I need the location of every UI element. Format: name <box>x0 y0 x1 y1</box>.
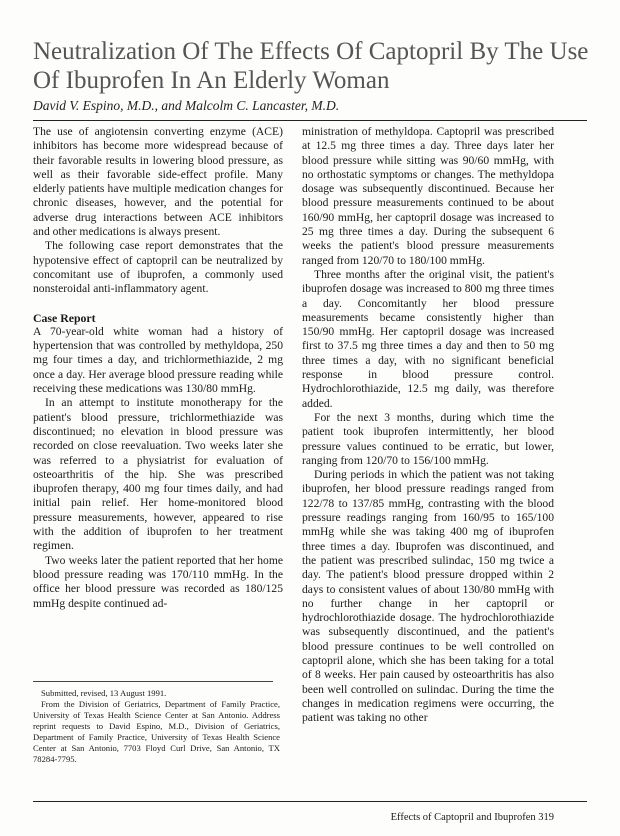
header-rule <box>33 120 587 121</box>
running-footer: Effects of Captopril and Ibuprofen 319 <box>390 812 554 823</box>
article-title: Neutralization Of The Effects Of Captopril By The Use Of Ibuprofen In An Elderly Woman <box>33 38 589 94</box>
right-paragraph-4: During periods in which the patient was not taking ibuprofen, her blood pressure readings ranged from 122/78 to 137/85 mmHg, contrasting with the blood pressure readings ranging from 160/95 to 165/100 mmHg while she was taking 400 mg of ibuprofen three times a day. Ibuprofen was discontinued, and the patient was prescribed sulindac, 150 mg twice a day. The patient's blood pressure dropped within 2 days to consistent values of about 130/80 mmHg with no further change in her captopril or hydrochlorothiazide dosage. The hydrochlorothiazide was subsequently discontinued, and the patient's blood pressure continues to be well controlled on captopril alone, which she has been taking for a total of 8 weeks. Her pain caused by osteoarthritis has also been well controlled on sulindac. During the time the changes in medication regimens were occurring, the patient was taking no other <box>302 468 554 725</box>
case-paragraph-1: A 70-year-old white woman had a history of hypertension that was controlled by methyldopa, 250 mg four times a day, and trichlormethiazide, 2 mg once a day. Her average blood pressure reading while receiving these medications was 130/80 mmHg. <box>33 324 283 396</box>
footer-rule <box>33 801 587 802</box>
right-paragraph-1: ministration of methyldopa. Captopril was prescribed at 12.5 mg three times a day. Three days later her blood pressure while sitting was 90/60 mmHg, with no orthostatic symptoms or changes. The methyldopa dosage was subsequently discontinued. Because her blood pressure measurements continued to be about 160/90 mmHg, her captopril dosage was increased to 25 mg three times a day. During the subsequent 6 weeks the patient's blood pressure measurements ranged from 120/70 to 180/100 mmHg. <box>302 125 554 267</box>
footnote-rule <box>33 681 273 682</box>
right-paragraph-3: For the next 3 months, during which time the patient took ibuprofen intermittently, her blood pressure values continued to be erratic, but lower, ranging from 120/70 to 156/100 mmHg. <box>302 410 554 467</box>
right-paragraph-2: Three months after the original visit, the patient's ibuprofen dosage was increased to 800 mg three times a day. Concomitantly her blood pressure measurements became consistently higher than 150/90 mmHg. Her captopril dosage was increased first to 37.5 mg three times a day and then to 50 mg three times a day, with no significant beneficial response in blood pressure control. Hydrochlorothiazide, 12.5 mg daily, was therefore added. <box>302 267 554 410</box>
case-paragraph-2: In an attempt to institute monotherapy for the patient's blood pressure, trichlormethiazide was discontinued; no elevation in blood pressure was recorded on close reevaluation. Two weeks later she was referred to a physiatrist for evaluation of osteoarthritis of the hip. She was prescribed ibuprofen therapy, 400 mg four times daily, and had initial pain relief. Her home-monitored blood pressure measurements, however, appeared to rise with the addition of ibuprofen to her treatment regimen. <box>33 396 283 553</box>
footnote-affiliation: From the Division of Geriatrics, Department of Family Practice, University of Texas Health Science Center at San Antonio. Address reprint requests to David Espino, M.D., Division of Geriatrics, Department of Family Practice, University of Texas Health Science Center at San Antonio, 7703 Floyd Curl Drive, San Antonio, TX 78284-7795. <box>33 699 280 764</box>
right-column <box>302 125 554 725</box>
intro-paragraph-1: The use of angiotensin converting enzyme (ACE) inhibitors has become more widespread because of their favorable results in lowering blood pressure, as well as their favorable side-effect profile. Many elderly patients have multiple medication changes for chronic diseases, however, and the potential for adverse drug interactions between ACE inhibitors and other medications is always present. <box>33 125 283 239</box>
footnote-submitted: Submitted, revised, 13 August 1991. <box>41 688 167 698</box>
article-authors: David V. Espino, M.D., and Malcolm C. Lancaster, M.D. <box>33 98 340 113</box>
left-column <box>33 125 283 611</box>
case-report-heading: Case Report <box>33 310 96 325</box>
intro-paragraph-2: The following case report demonstrates that the hypotensive effect of captopril can be neutralized by concomitant use of ibuprofen, a commonly used nonsteroidal anti-inflammatory agent. <box>33 239 283 296</box>
case-paragraph-3: Two weeks later the patient reported that her home blood pressure reading was 170/110 mmHg. In the office her blood pressure was recorded as 180/125 mmHg despite continued ad- <box>33 553 283 610</box>
footnote <box>33 688 280 765</box>
